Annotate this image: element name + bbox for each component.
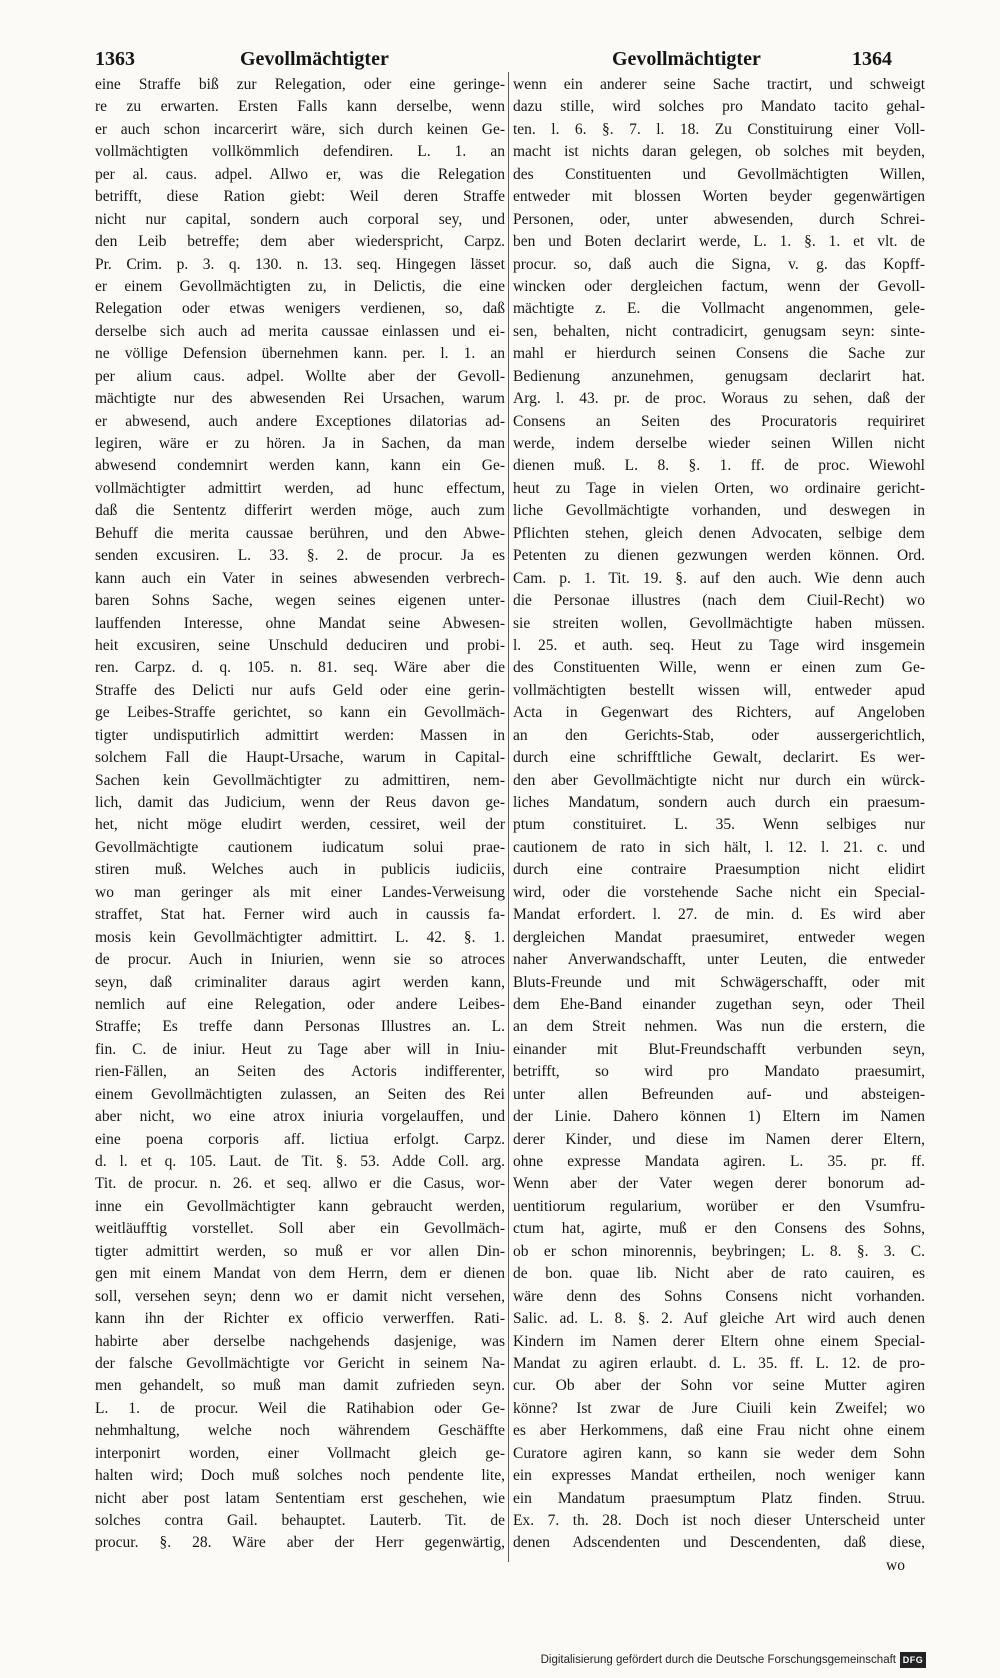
credit-text: Digitalisierung gefördert durch die Deutsche Forschungsgemeinschaft	[540, 1654, 896, 1666]
right-column-line: der Linie. Dahero können 1) Eltern im Namen	[513, 1108, 925, 1126]
left-column-line: eine poena corporis aff. lictiua erfolgt. Carpz.	[95, 1130, 505, 1148]
left-column-line: Straffe des Delicti nur aufs Geld oder eine gerin-	[95, 681, 505, 699]
right-column-line: naher Anverwandschafft, unter Leuten, die entweder	[513, 951, 925, 969]
left-column-line: per al. caus. adpel. Allwo er, was die Relegation	[95, 165, 505, 183]
right-column-line: Arg. l. 43. pr. de proc. Woraus zu sehen, daß der	[513, 390, 925, 408]
left-column-line: lich, damit das Judicium, wenn der Reus davon ge-	[95, 794, 505, 811]
right-column-line: derer Kinder, und diese im Namen derer Eltern,	[513, 1130, 925, 1148]
right-column-line: procur. so, daß auch die Signa, v. g. das Kopff-	[513, 255, 925, 273]
left-column-line: eine Straffe biß zur Relegation, oder eine geringe-	[95, 76, 505, 93]
left-column-line: weitläufftig vorstellet. Soll aber ein Gevollmäch-	[95, 1220, 505, 1238]
left-column-line: Sachen kein Gevollmächtigter zu admittiren, nem-	[95, 771, 505, 789]
right-column-line: sie streiten wollen, Gevollmächtigte haben müssen.	[513, 614, 925, 632]
left-column-line: Gevollmächtigte cautionem iudicatum solui prae-	[95, 838, 505, 856]
right-column-line: durch eine schrifftliche Gewalt, declarirt. Es wer-	[513, 749, 925, 767]
right-column-line: betrifft, so wird pro Mandato praesumirt,	[513, 1063, 925, 1081]
left-column-line: men gehandelt, so muß man damit zufrieden seyn.	[95, 1377, 505, 1395]
left-column-line: nemlich auf eine Relegation, oder andere Leibes-	[95, 995, 505, 1013]
left-column-line: lauffenden Interesse, ohne Mandat seine Abwesen-	[95, 614, 505, 632]
right-column-line: die Personae illustres (nach dem Ciuil-Recht) wo	[513, 592, 925, 610]
left-column-line: aber nicht, wo eine atrox iniuria vorgelauffen, und	[95, 1108, 505, 1126]
left-column-line: baren Sohns Sache, wegen seines eigenen unter-	[95, 592, 505, 610]
right-column-line: Acta in Gegenwart des Richters, auf Angeloben	[513, 704, 925, 722]
right-column-line: Pflichten stehen, gleich denen Advocaten, selbige dem	[513, 524, 925, 542]
right-column-line: ohne expresse Mandata agiren. L. 35. pr. ff.	[513, 1153, 925, 1170]
right-column-line: ob er schon minorennis, beybringen; L. 8. §. 3. C.	[513, 1242, 925, 1260]
right-column-line: werde, indem derselbe wieder seinen Willen nicht	[513, 435, 925, 452]
left-column-line: ge Leibes-Straffe gerichtet, so kann ein Gevollmäch-	[95, 704, 505, 722]
right-column-line: Bedienung anzunehmen, genugsam declarirt hat.	[513, 367, 925, 385]
left-column-line: der falsche Gevollmächtigte vor Gericht in seinem Na-	[95, 1354, 505, 1372]
left-column-line: heit excusiren, seine Unschuld deduciren und probi-	[95, 636, 505, 654]
left-column-line: stiren muß. Welches auch in publicis iudiciis,	[95, 861, 505, 879]
right-column-line: dazu stille, wird solches pro Mandato tacito gehal-	[513, 98, 925, 116]
right-column-line: es aber Herkommens, daß eine Frau nicht ohne einem	[513, 1422, 925, 1440]
right-column-line: macht ist nichts daran gelegen, ob solches mit beyden,	[513, 143, 925, 161]
left-column-line: einem Gevollmächtigten zulassen, an Seiten des Rei	[95, 1085, 505, 1103]
right-column-line: durch eine contraire Praesumption nicht elidirt	[513, 861, 925, 879]
right-column-line: Bluts-Freunde und mit Schwägerschafft, oder mit	[513, 973, 925, 991]
right-column-line: Mandat zu agiren erlaubt. d. L. 35. ff. L. 12. de pro-	[513, 1354, 925, 1372]
left-column-line: re zu erwarten. Ersten Falls kann derselbe, wenn	[95, 98, 505, 116]
right-column-line: liches Mandatum, sondern auch durch ein praesum-	[513, 794, 925, 811]
right-column-line: des Constituenten Wille, wenn er einen zum Ge-	[513, 659, 925, 677]
right-column-line: heut zu Tage in vielen Orten, wo ordinaire gericht-	[513, 479, 925, 497]
right-column-line: einander mit Blut-Freundschafft verbunden seyn,	[513, 1040, 925, 1058]
right-column-line: wird, oder die vorstehende Sache nicht ein Special-	[513, 883, 925, 901]
right-column-line: unter allen Befreunden auf- und absteigen-	[513, 1085, 925, 1103]
right-column-line: dergleichen Mandat praesumiret, entweder wegen	[513, 928, 925, 946]
catchword: wo	[886, 1556, 905, 1574]
right-column-line: Personen, oder, unter abwesenden, durch Schrei-	[513, 210, 925, 228]
left-column-line: seyn, daß criminaliter daraus agirt werden kann,	[95, 973, 505, 991]
right-column-line: dienen muß. L. 8. §. 1. ff. de proc. Wiewohl	[513, 457, 925, 475]
left-column-line: Relegation oder etwas wenigers verdienen, so, daß	[95, 300, 505, 318]
left-column	[95, 74, 505, 1555]
left-column-line: daß die Sententz differirt werden möge, auch zum	[95, 502, 505, 520]
right-column-line: Mandat erfordert. l. 27. de min. d. Es wird aber	[513, 906, 925, 924]
left-column-line: per alium caus. adpel. Wollte aber der Gevoll-	[95, 367, 505, 385]
left-column-line: mosis kein Gevollmächtigter admittirt. L. 42. §. 1.	[95, 928, 505, 946]
left-column-line: solches contra Gail. behauptet. Lauterb. Tit. de	[95, 1512, 505, 1529]
left-column-line: halten wird; Doch muß solches noch pendente lite,	[95, 1467, 505, 1485]
column-divider	[508, 72, 509, 1562]
left-column-line: Straffe; Es treffe dann Personas Illustres an. L.	[95, 1018, 505, 1036]
left-column-line: inne ein Gevollmächtigter kann gebraucht werden,	[95, 1197, 505, 1215]
right-column-line: ben und Boten declarirt werde, L. 1. §. 1. et vlt. de	[513, 233, 925, 251]
left-column-line: nicht aber post latam Sententiam erst geschehen, wie	[95, 1489, 505, 1507]
left-column-line: nehmhaltung, welche noch währendem Geschäffte	[95, 1422, 505, 1440]
right-column-line: mächtigte z. E. die Vollmacht angenommen, gele-	[513, 300, 925, 318]
left-column-line: abwesend condemnirt werden kann, kann ein Ge-	[95, 457, 505, 475]
right-column-line: cautionem de rato in sich hält, l. 12. l. 21. c. und	[513, 838, 925, 856]
left-column-line: legiren, wäre er zu hören. Ja in Sachen, da man	[95, 435, 505, 452]
right-column-line: den aber Gevollmächtigte nicht nur durch ein würck-	[513, 771, 925, 789]
left-column-line: straffet, Stat hat. Ferner wird auch in caussis fa-	[95, 906, 505, 924]
left-column-line: er abwesend, auch andere Exceptiones dilatorias ad-	[95, 412, 505, 430]
right-column-line: Kindern im Namen derer Eltern ohne einem Special-	[513, 1332, 925, 1350]
left-column-line: procur. §. 28. Wäre aber der Herr gegenwärtig,	[95, 1534, 505, 1552]
right-column-line: an den Gerichts-Stab, oder aussergerichtlich,	[513, 726, 925, 744]
right-column-line: l. 25. et auth. seq. Heut zu Tage wird insgemein	[513, 636, 925, 654]
right-column-line: de bon. quae lib. Nicht aber de rato cauiren, es	[513, 1265, 925, 1283]
left-column-line: soll, versehen seyn; denn wo er damit nicht versehen,	[95, 1287, 505, 1305]
left-column-line: tigter undisputirlich admittirt werden: Massen in	[95, 726, 505, 744]
right-column-line: könne? Ist zwar de Jure Ciuili kein Zweifel; wo	[513, 1399, 925, 1417]
right-column-line: denen Adscendenten und Descendenten, daß diese,	[513, 1534, 925, 1552]
left-column-line: er einem Gevollmächtigten zu, in Delictis, die eine	[95, 277, 505, 295]
right-column-line: Wenn aber der Vater wegen derer bonorum ad-	[513, 1175, 925, 1193]
left-column-line: fin. C. de iniur. Heut zu Tage aber will in Iniu-	[95, 1040, 505, 1058]
left-column-line: de procur. Auch in Iniurien, wenn sie so atroces	[95, 951, 505, 969]
right-column-line: wenn ein anderer seine Sache tractirt, und schweigt	[513, 76, 925, 93]
right-column-line: Petenten zu dienen gezwungen werden können. Ord.	[513, 547, 925, 565]
right-column-line: entweder mit blossen Worten beyder gegenwärtigen	[513, 188, 925, 206]
left-column-line: Pr. Crim. p. 3. q. 130. n. 13. seq. Hingegen lässet	[95, 255, 505, 273]
left-column-line: het, nicht möge eludirt werden, cessiret, weil der	[95, 816, 505, 834]
right-column-line: an dem Streit nehmen. Was nun die erstern, die	[513, 1018, 925, 1036]
right-column-line: sen, behalten, nicht contradicirt, genugsam seyn: sinte-	[513, 322, 925, 340]
left-column-line: vollmächtigten vollkömmlich defendiren. L. 1. an	[95, 143, 505, 161]
right-column-line: cur. Ob aber der Sohn vor seine Mutter agiren	[513, 1377, 925, 1395]
right-column-line: Ex. 7. th. 28. Doch ist noch dieser Unterscheid unter	[513, 1512, 925, 1529]
left-column-line: ne völlige Defension übernehmen kann. per. l. 1. an	[95, 345, 505, 363]
right-column-line: mahl er hierdurch seinen Consens die Sache zur	[513, 345, 925, 363]
dfg-logo: DFG	[900, 1652, 926, 1668]
right-column-line: Salic. ad. L. 8. §. 2. Auf gleiche Art wird auch denen	[513, 1310, 925, 1328]
left-column-line: solchem Fall die Haupt-Ursache, warum in Capital-	[95, 749, 505, 767]
left-column-line: gen mit einem Mandat von dem Herrn, dem er dienen	[95, 1265, 505, 1283]
right-column-line: des Constituenten und Gevollmächtigten Willen,	[513, 165, 925, 183]
running-title-right: Gevollmächtigter	[612, 48, 761, 70]
left-column-line: wo man geringer als mit einer Landes-Verweisung	[95, 883, 505, 901]
left-column-line: habirte aber derselbe nachgehends dasjenige, was	[95, 1332, 505, 1350]
left-column-line: betrifft, diese Ration giebt: Weil deren Straffe	[95, 188, 505, 206]
left-column-line: er auch schon incarcerirt wäre, sich durch keinen Ge-	[95, 120, 505, 138]
right-column	[513, 74, 925, 1577]
right-column-line: ctum hat, agirte, muß er den Consens des Sohns,	[513, 1220, 925, 1238]
page-number-right: 1364	[852, 48, 892, 70]
right-column-line: vollmächtigten bestellt wissen will, entweder apud	[513, 681, 925, 699]
digitization-credit	[520, 1650, 926, 1670]
left-column-line: ren. Carpz. d. q. 105. n. 81. seq. Wäre aber die	[95, 659, 505, 677]
left-column-line: Tit. de procur. n. 26. et seq. allwo er die Casus, wor-	[95, 1175, 505, 1193]
page-number-left: 1363	[95, 48, 135, 70]
right-column-line: Consens an Seiten des Procuratoris requiriret	[513, 412, 925, 430]
right-column-line: dem Ehe-Band einander zugethan seyn, oder Theil	[513, 995, 925, 1013]
left-column-line: kann auch ein Vater in seines abwesenden verbrech-	[95, 569, 505, 587]
left-column-line: vollmächtigter admittirt werden, ad hunc effectum,	[95, 479, 505, 497]
left-column-line: nicht nur capital, sondern auch corporal sey, und	[95, 210, 505, 228]
right-column-line: ein Mandatum praesumptum Platz finden. Struu.	[513, 1489, 925, 1507]
left-column-line: Behuff die merita caussae berühren, und den Abwe-	[95, 524, 505, 542]
right-column-line: ein expresses Mandat ertheilen, noch weniger kann	[513, 1467, 925, 1485]
left-column-line: den Leib betreffe; dem aber wiederspricht, Carpz.	[95, 233, 505, 251]
right-column-line: wäre denn des Sohns Consens nicht vorhanden.	[513, 1287, 925, 1305]
left-column-line: senden excusiren. L. 33. §. 2. de procur. Ja es	[95, 547, 505, 565]
left-column-line: interponirt worden, einer Vollmacht gleich ge-	[95, 1444, 505, 1462]
left-column-line: d. l. et q. 105. Laut. de Tit. §. 53. Adde Coll. arg.	[95, 1153, 505, 1170]
left-column-line: derselbe sich auch ad merita caussae einlassen und ei-	[95, 322, 505, 340]
left-column-line: tigter admittirt werden, so muß er vor allen Din-	[95, 1242, 505, 1260]
left-column-line: rien-Fällen, an Seiten des Actoris indifferenter,	[95, 1063, 505, 1081]
right-column-line: uentitiorum regularium, worüber er den Vsumfru-	[513, 1197, 925, 1215]
right-column-line: ptum constituiret. L. 35. Wenn selbiges nur	[513, 816, 925, 834]
right-column-line: Cam. p. 1. Tit. 19. §. auf den auch. Wie denn auch	[513, 569, 925, 587]
right-column-line: Curatore agiren kann, so kann sie weder dem Sohn	[513, 1444, 925, 1462]
right-column-line: liche Gevollmächtigte vorhanden, und deswegen in	[513, 502, 925, 520]
left-column-line: mächtigte nur des abwesenden Rei Ursachen, warum	[95, 390, 505, 408]
running-title-left: Gevollmächtigter	[240, 48, 389, 70]
left-column-line: L. 1. de procur. Weil die Ratihabion oder Ge-	[95, 1399, 505, 1417]
right-column-line: wincken oder dergleichen factum, wenn der Gevoll-	[513, 277, 925, 295]
right-column-line: ten. l. 6. §. 7. l. 18. Zu Constituirung einer Voll-	[513, 120, 925, 138]
left-column-line: kann ihn der Richter ex officio verwerffen. Rati-	[95, 1310, 505, 1328]
